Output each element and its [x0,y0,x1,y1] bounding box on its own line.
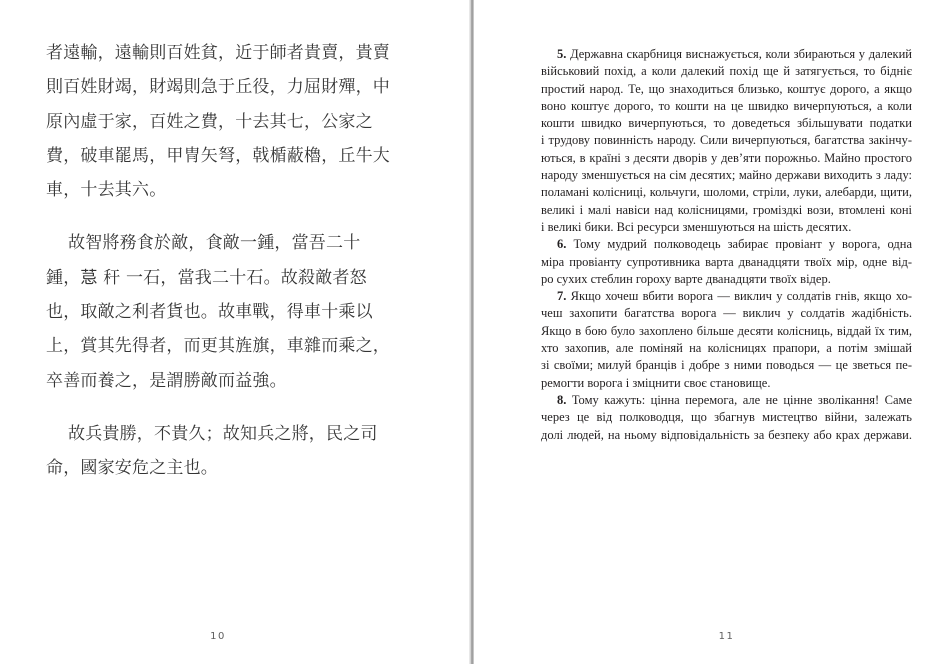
zh-line: 命，國家安危之主也。 [46,458,218,479]
zh-line: 上，賞其先得者，而更其旌旗，車雜而乘之， [46,336,390,357]
ua-line [541,392,912,409]
paragraph-number: 6. [557,237,567,252]
zh-line: 者遠輸，遠輸則百姓貧，近于師者貴賣，貴賣 [46,43,390,63]
ua-line: долі людей, на ньому відповідальність за безпеку або крах держави. [541,427,912,442]
ua-line: через це від полководця, що збагнув мистецтво війни, залежать [541,410,912,425]
ua-line: ро сухих стеблин гороху варте дванадцяти твоїх відер. [541,271,831,286]
zh-line: 原內虛于家，百姓之費，十去其七，公家之 [46,111,373,132]
ua-line: ремогти ворога і зміцнити своє становище. [541,375,771,390]
zh-line: 故兵貴勝，不貴久；故知兵之將，民之司 [68,423,378,444]
paragraph-number: 5. [557,47,567,61]
ua-line: хто захопив, але поміняй на колісницях прапори, а потім змішай [541,341,912,356]
page-number: 10 [210,631,226,642]
zh-line: 車，十去其六。 [46,180,167,201]
ua-line: простий народ. Те, що знаходиться близько, коштує дорого, а якщо [541,81,912,96]
right-page [474,0,942,664]
zh-line: 卒善而養之，是謂勝敵而益強。 [46,370,287,391]
ua-line: народу зменшується на сім десятих; майно держави виходить з ладу: [541,168,912,183]
page-number: 11 [718,631,735,642]
ua-paragraph [541,288,912,392]
ua-line-text: Тому кажуть: цінна перемога, але не цінне зволікання! Саме [571,392,913,407]
ua-line: ються, в країні з десяти дворів у дев’яти порожньо. Майно простого [541,150,912,165]
zh-paragraph [46,36,446,207]
ua-line: і трудову повинність народу. Сили вичерпуються, багатства закінчу- [541,133,912,148]
ua-line [541,288,912,305]
zh-paragraph [46,226,446,397]
ua-paragraph [541,392,912,444]
ua-paragraph [541,46,912,236]
zh-line: 也，取敵之利者貨也。故車戰，得車十乘以 [46,302,373,323]
ua-line-text: Якщо хочеш вбити ворога — виклич у солдатів гнів, якщо хо- [570,289,913,304]
paragraph-number: 8. [557,392,567,407]
paragraph-number: 7. [557,289,567,304]
ua-paragraph [541,236,912,288]
ua-line: воно коштує дорого, то кошти на це швидко вичерпуються, а коли [541,98,912,113]
ua-line: великі і малі навіси над колісницями, громіздкі вози, втомлені коні [541,202,912,217]
zh-line: 故智將務食於敵，食敵一鍾，當吾二十 [68,233,361,254]
ua-line [541,236,912,253]
ua-line: Якщо в бою було захоплено більше десяти колісниць, віддай їх тим, [541,323,912,338]
zh-paragraph [46,417,446,486]
ua-line [541,46,912,63]
ua-line: кошти швидко вичерпуються, то доведеться збільшувати податки [541,116,912,131]
ua-line: міра провіанту супротивника варта дванадцяти твоїх мір, одне від- [541,254,912,269]
ukrainian-text-block [541,46,912,444]
ua-line: поламані колісниці, кольчуги, шоломи, стріли, луки, алебарди, щити, [541,185,912,200]
left-page [0,0,469,664]
ua-line: військовий похід, а коли далекий похід ще й затягується, то бідніє [541,64,912,79]
ua-line: зі своїми; милуй бранців і добре з ними поводься — це зветься пе- [541,358,912,373]
chinese-text-block [46,36,446,505]
ua-line-text: Державна скарбниця виснажується, коли збираються у далекий [570,47,912,61]
zh-line: 則百姓財竭，財竭則急于丘役，力屈財殫，中 [46,77,390,98]
zh-line: 鍾，𦮼 秆 一石，當我二十石。故殺敵者怒 [46,267,367,288]
ua-line-text: Тому мудрий полководець забирає провіант у ворога, одна [573,237,912,252]
zh-line: 費，破車罷馬，甲冑矢弩，戟楯蔽櫓，丘牛大 [46,145,390,166]
ua-line: і великі бики. Всі ресурси зменшуються на шість десятих. [541,219,852,234]
ua-line: чеш захопити багатства ворога — виклич у солдатів жадібність. [541,306,912,321]
